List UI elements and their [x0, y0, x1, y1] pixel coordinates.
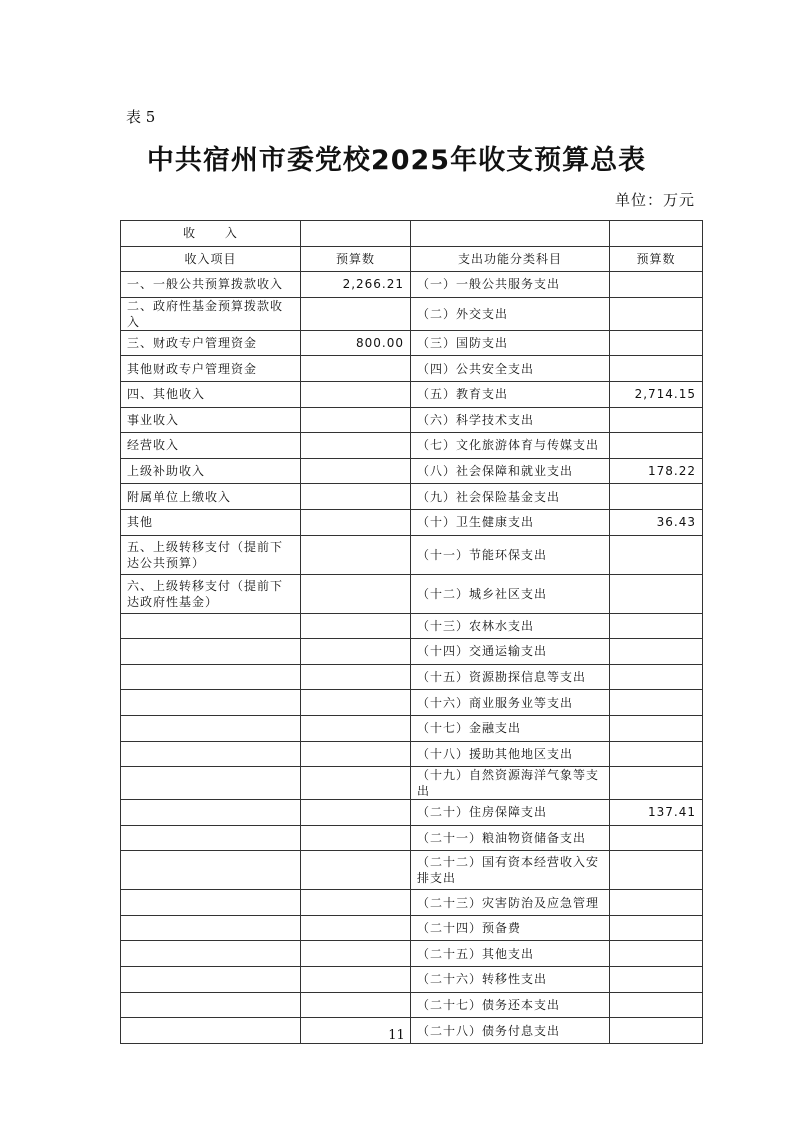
empty-cell	[301, 221, 411, 247]
table-row	[121, 458, 703, 484]
table-row	[121, 800, 703, 826]
income-item	[121, 825, 301, 851]
table-row	[121, 407, 703, 433]
income-amount	[301, 915, 411, 941]
income-item: 六、上级转移支付（提前下达政府性基金）	[121, 574, 301, 613]
expense-amount: 36.43	[610, 509, 703, 535]
income-amount	[301, 509, 411, 535]
income-item: 其他财政专户管理资金	[121, 356, 301, 382]
table-row	[121, 509, 703, 535]
income-item	[121, 992, 301, 1018]
expense-item: （二十七）债务还本支出	[411, 992, 610, 1018]
income-amount: 2,266.21	[301, 272, 411, 298]
income-amount: 800.00	[301, 330, 411, 356]
table-row	[121, 690, 703, 716]
income-amount	[301, 967, 411, 993]
income-amount	[301, 890, 411, 916]
header-row-group	[121, 221, 703, 247]
income-amount	[301, 407, 411, 433]
income-amount	[301, 690, 411, 716]
expense-amount	[610, 941, 703, 967]
table-row	[121, 297, 703, 330]
expense-amount	[610, 535, 703, 574]
income-item: 经营收入	[121, 433, 301, 459]
expense-amount	[610, 851, 703, 890]
table-row	[121, 992, 703, 1018]
expense-item: （二）外交支出	[411, 297, 610, 330]
income-amount	[301, 639, 411, 665]
expense-item: （二十六）转移性支出	[411, 967, 610, 993]
expense-amount	[610, 664, 703, 690]
expense-item: （十六）商业服务业等支出	[411, 690, 610, 716]
income-item	[121, 741, 301, 767]
empty-cell	[411, 221, 610, 247]
expense-item: （五）教育支出	[411, 381, 610, 407]
income-item	[121, 851, 301, 890]
table-row	[121, 484, 703, 510]
expense-amount	[610, 690, 703, 716]
expense-item: （二十）住房保障支出	[411, 800, 610, 826]
table-row	[121, 574, 703, 613]
table-row	[121, 890, 703, 916]
table-row	[121, 330, 703, 356]
expense-item: （二十一）粮油物资储备支出	[411, 825, 610, 851]
expense-item: （十三）农林水支出	[411, 613, 610, 639]
expense-amount: 178.22	[610, 458, 703, 484]
income-item: 五、上级转移支付（提前下达公共预算）	[121, 535, 301, 574]
expense-amount	[610, 967, 703, 993]
income-item	[121, 967, 301, 993]
table-row	[121, 967, 703, 993]
expense-amount	[610, 272, 703, 298]
table-row	[121, 741, 703, 767]
income-item: 其他	[121, 509, 301, 535]
expense-item: （二十四）预备费	[411, 915, 610, 941]
income-item	[121, 800, 301, 826]
expense-item: （六）科学技术支出	[411, 407, 610, 433]
empty-cell	[610, 221, 703, 247]
expense-amount	[610, 741, 703, 767]
expense-amount	[610, 297, 703, 330]
expense-item: （二十八）债务付息支出	[411, 1018, 610, 1044]
table-row	[121, 356, 703, 382]
income-amount	[301, 574, 411, 613]
table-row	[121, 825, 703, 851]
expense-item: （二十二）国有资本经营收入安排支出	[411, 851, 610, 890]
income-amount	[301, 381, 411, 407]
table-label: 表 5	[126, 108, 156, 126]
expense-item: （二十三）灾害防治及应急管理	[411, 890, 610, 916]
expense-amount	[610, 574, 703, 613]
income-item-header: 收入项目	[121, 246, 301, 272]
income-item	[121, 715, 301, 741]
table-row	[121, 915, 703, 941]
expense-amount	[610, 715, 703, 741]
budget-table	[120, 220, 703, 1044]
income-amount	[301, 433, 411, 459]
expense-item: （四）公共安全支出	[411, 356, 610, 382]
table-row	[121, 613, 703, 639]
income-amount	[301, 851, 411, 890]
table-row	[121, 941, 703, 967]
income-item	[121, 767, 301, 800]
table-row	[121, 381, 703, 407]
expense-amount	[610, 890, 703, 916]
table-row	[121, 272, 703, 298]
income-amount	[301, 613, 411, 639]
expense-item: （九）社会保险基金支出	[411, 484, 610, 510]
page-number: 11	[388, 1028, 405, 1043]
income-item	[121, 890, 301, 916]
expense-item: （十五）资源勘探信息等支出	[411, 664, 610, 690]
table-row	[121, 433, 703, 459]
income-amount	[301, 741, 411, 767]
expense-item: （三）国防支出	[411, 330, 610, 356]
income-item: 附属单位上缴收入	[121, 484, 301, 510]
expense-amount	[610, 767, 703, 800]
income-item	[121, 915, 301, 941]
expense-item: （十七）金融支出	[411, 715, 610, 741]
table-row	[121, 715, 703, 741]
income-amount	[301, 535, 411, 574]
income-item: 二、政府性基金预算拨款收入	[121, 297, 301, 330]
income-item	[121, 613, 301, 639]
expense-amount	[610, 484, 703, 510]
expense-amount	[610, 330, 703, 356]
income-item: 四、其他收入	[121, 381, 301, 407]
expense-item: （十二）城乡社区支出	[411, 574, 610, 613]
expense-amount	[610, 433, 703, 459]
header-row	[121, 246, 703, 272]
income-amount	[301, 664, 411, 690]
income-amount	[301, 458, 411, 484]
income-item	[121, 639, 301, 665]
income-amount-header: 预算数	[301, 246, 411, 272]
expense-item: （十九）自然资源海洋气象等支出	[411, 767, 610, 800]
expense-amount	[610, 915, 703, 941]
expense-item-header: 支出功能分类科目	[411, 246, 610, 272]
income-item	[121, 664, 301, 690]
expense-item: （一）一般公共服务支出	[411, 272, 610, 298]
income-group-header: 收 入	[121, 221, 301, 247]
income-amount	[301, 767, 411, 800]
income-amount	[301, 992, 411, 1018]
table-row	[121, 639, 703, 665]
income-item	[121, 690, 301, 716]
income-item	[121, 941, 301, 967]
expense-amount	[610, 825, 703, 851]
expense-item: （十八）援助其他地区支出	[411, 741, 610, 767]
expense-amount	[610, 992, 703, 1018]
income-amount	[301, 356, 411, 382]
expense-amount	[610, 613, 703, 639]
table-row	[121, 664, 703, 690]
expense-amount: 137.41	[610, 800, 703, 826]
table-row	[121, 851, 703, 890]
expense-item: （十）卫生健康支出	[411, 509, 610, 535]
expense-amount	[610, 639, 703, 665]
expense-amount	[610, 407, 703, 433]
table-row	[121, 535, 703, 574]
income-item: 三、财政专户管理资金	[121, 330, 301, 356]
income-amount	[301, 297, 411, 330]
expense-amount: 2,714.15	[610, 381, 703, 407]
income-amount	[301, 941, 411, 967]
expense-item: （八）社会保障和就业支出	[411, 458, 610, 484]
expense-item: （十四）交通运输支出	[411, 639, 610, 665]
income-item: 一、一般公共预算拨款收入	[121, 272, 301, 298]
income-amount	[301, 800, 411, 826]
expense-item: （十一）节能环保支出	[411, 535, 610, 574]
expense-amount	[610, 356, 703, 382]
table-row	[121, 767, 703, 800]
unit-label: 单位：万元	[614, 191, 695, 209]
income-amount	[301, 484, 411, 510]
income-amount	[301, 825, 411, 851]
expense-item: （七）文化旅游体育与传媒支出	[411, 433, 610, 459]
income-item: 事业收入	[121, 407, 301, 433]
income-item: 上级补助收入	[121, 458, 301, 484]
income-amount	[301, 715, 411, 741]
page-title: 中共宿州市委党校2025年收支预算总表	[146, 145, 647, 176]
expense-amount-header: 预算数	[610, 246, 703, 272]
expense-item: （二十五）其他支出	[411, 941, 610, 967]
